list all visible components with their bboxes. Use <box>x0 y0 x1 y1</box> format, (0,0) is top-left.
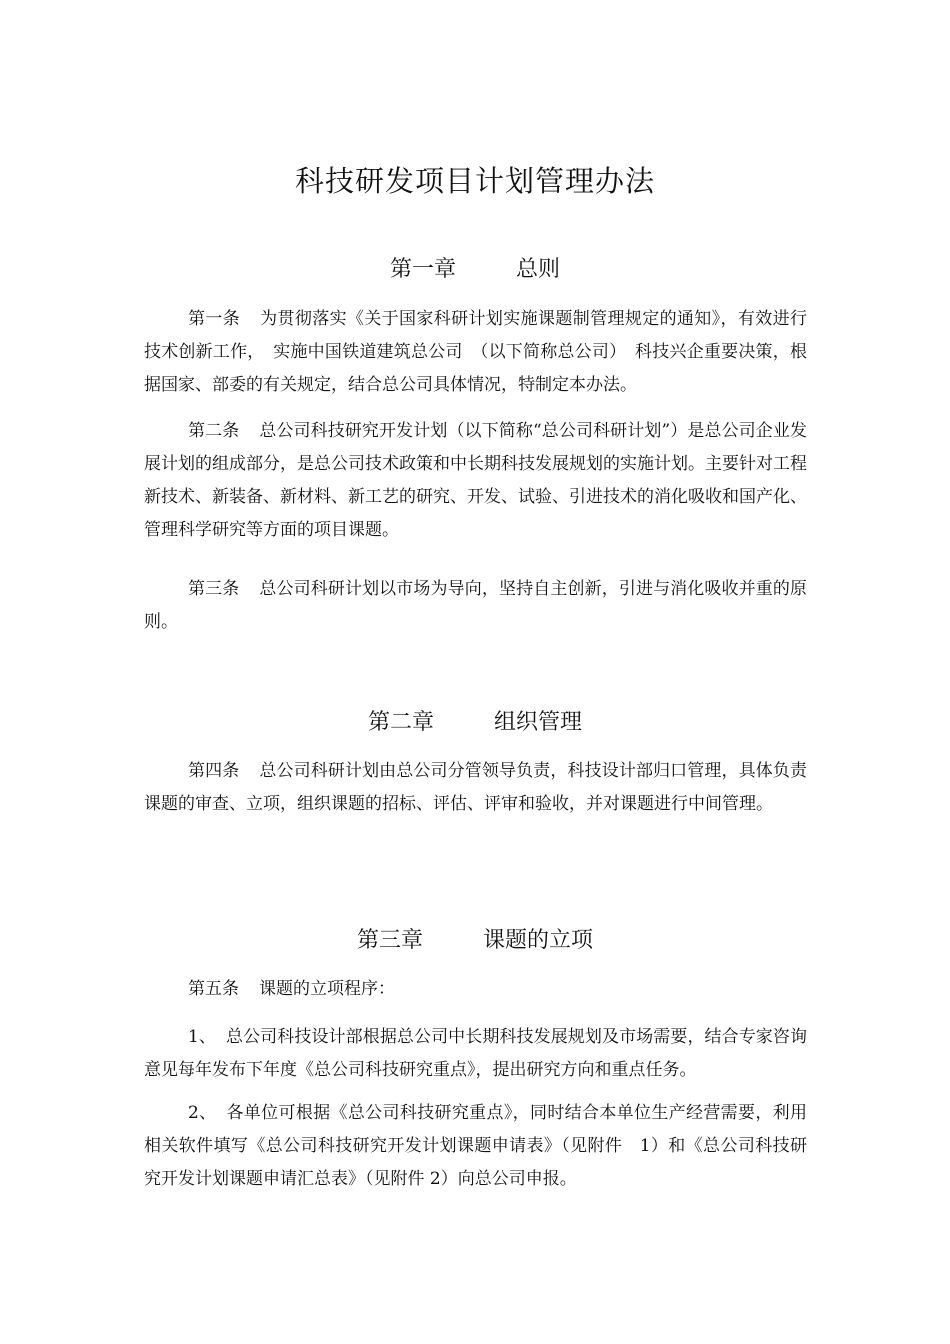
chapter-name: 总则 <box>516 257 561 282</box>
document-title: 科技研发项目计划管理办法 <box>294 164 655 198</box>
article-text: 总公司科研计划由总公司分管领导负责，科技设计部归口管理，具体负责课题的审查、立项，组织课题的招标、评估、评审和验收，并对课题进行中间管理。 <box>144 761 808 814</box>
article-label: 第二条 <box>188 421 240 441</box>
list-item <box>144 1021 807 1087</box>
chapter-number: 第三章 <box>356 928 423 953</box>
article-label: 第一条 <box>188 309 241 329</box>
list-item-text: 总公司科技设计部根据总公司中长期科技发展规划及市场需要，结合专家咨询意见每年发布下年度《总公司科技研究重点》，提出研究方向和重点任务。 <box>144 1027 807 1080</box>
article-paragraph <box>144 973 807 1006</box>
article-text: 课题的立项程序： <box>259 979 395 999</box>
chapter-number: 第二章 <box>367 710 434 735</box>
list-item-text: 各单位可根据《总公司科技研究重点》，同时结合本单位生产经营需要，利用相关软件填写《总公司科技研究开发计划课题申请表》（见附件 1）和《总公司科技研究开发计划课题申请汇总表》（见附件 2）向总公司申报。 <box>144 1103 807 1189</box>
chapter-heading <box>0 926 950 956</box>
chapter-name: 课题的立项 <box>483 928 594 953</box>
article-text: 总公司科技研究开发计划（以下简称“总公司科研计划”）是总公司企业发展计划的组成部分，是总公司技术政策和中长期科技发展规划的实施计划。主要针对工程新技术、新装备、新材料、新工艺的研究、开发、试验、引进技术的消化吸收和国产化、管理科学研究等方面的项目课题。 <box>144 421 807 540</box>
article-label: 第四条 <box>188 761 240 781</box>
article-label: 第五条 <box>188 979 239 999</box>
chapter-name: 组织管理 <box>494 710 583 735</box>
chapter-heading <box>0 255 950 285</box>
chapter-number: 第一章 <box>389 257 456 282</box>
list-item-label: 2、 <box>188 1103 217 1123</box>
list-item <box>144 1097 807 1196</box>
article-text: 为贯彻落实《关于国家科研计划实施课题制管理规定的通知》，有效进行技术创新工作， 实施中国铁道建筑总公司 （以下简称总公司） 科技兴企重要决策，根据国家、部委的有关规定，结合总公司具体情况，特制定本办法。 <box>144 309 808 395</box>
article-paragraph <box>144 303 807 402</box>
article-paragraph <box>144 755 807 821</box>
article-paragraph <box>144 415 807 547</box>
article-label: 第三条 <box>188 579 240 599</box>
article-paragraph <box>144 573 807 639</box>
article-text: 总公司科研计划以市场为导向，坚持自主创新，引进与消化吸收并重的原则。 <box>144 579 808 632</box>
chapter-heading <box>0 708 950 738</box>
list-item-label: 1、 <box>188 1027 216 1047</box>
